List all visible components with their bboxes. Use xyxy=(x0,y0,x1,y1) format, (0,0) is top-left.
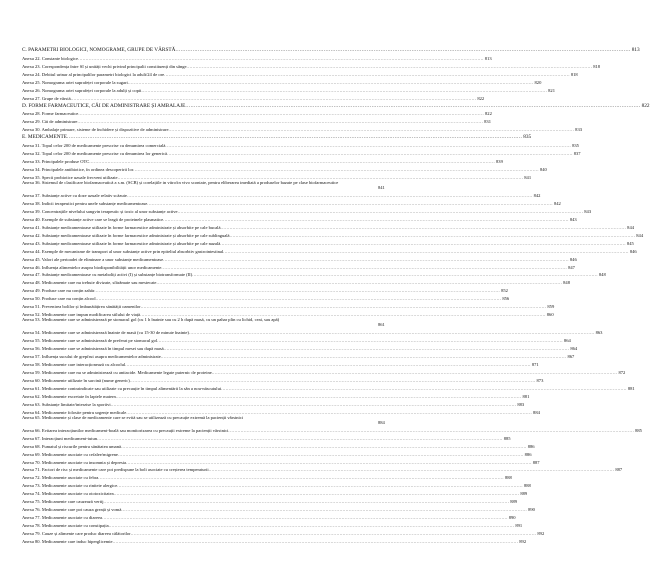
toc-entry-title: Anexa 62. Medicamente excretate în laptele matern xyxy=(22,393,116,399)
toc-entry xyxy=(22,116,491,125)
toc-entry-title: Anexa 37. Substanțe active cu doze uzuale relativ scăzute xyxy=(22,193,127,199)
toc-entry-title: Anexa 63. Substanțe limitate/interzise la sportivi xyxy=(22,401,111,407)
dot-leader xyxy=(131,531,537,536)
toc-entry xyxy=(22,480,531,489)
toc-entry xyxy=(22,190,541,199)
dot-leader xyxy=(157,338,563,343)
dot-leader xyxy=(221,386,627,391)
toc-page-number: 856 xyxy=(502,296,510,302)
toc-entry xyxy=(22,285,508,294)
toc-entry-title: Anexa 64. Medicamente folosite pentru urgențe medicale xyxy=(22,409,127,415)
dot-leader xyxy=(175,48,630,53)
toc-entry xyxy=(22,77,542,85)
toc-page-number: 885 xyxy=(503,435,511,441)
toc-page-number: 883 xyxy=(517,401,525,407)
toc-page-number: 835 xyxy=(572,143,579,149)
toc-entry xyxy=(22,246,637,254)
toc-entry-title: Anexa 39. Concentrațiile nivelului sangvin terapeutic și toxic al unor substanțe active xyxy=(22,208,178,214)
toc-page-number: 841 xyxy=(524,174,532,180)
dot-leader xyxy=(78,111,484,116)
dot-leader xyxy=(163,217,569,222)
toc-entry-title: Anexa 25. Nomograma ariei suprafeței corporale la sugari xyxy=(22,79,128,85)
toc-entry-title: Anexa 79. Cauze și alimente care produc diareea călătorilor xyxy=(22,530,131,536)
toc-page-number: 867 xyxy=(567,354,575,360)
toc-entry-title: Anexa 23. Corespondența între SI și unități vechi privind principalii constituenți din sânge xyxy=(22,63,187,69)
dot-leader xyxy=(223,249,629,254)
toc-page-number: 852 xyxy=(501,288,508,294)
toc-entry xyxy=(22,512,516,521)
toc-entry-title: Anexa 56. Medicamente care se administrează în timpul mesei sau după masă xyxy=(22,346,164,352)
toc-entry xyxy=(22,214,577,222)
toc-page-number: 884 xyxy=(533,409,540,415)
toc-page-number: 848 xyxy=(563,280,570,286)
dot-leader xyxy=(230,233,636,238)
dot-leader xyxy=(121,444,527,449)
dot-leader xyxy=(220,225,626,230)
toc-entry xyxy=(22,180,388,190)
toc-entry xyxy=(22,69,578,77)
toc-entry-title: Anexa 53. Medicamente care se administrează pe stomacul gol (cu 1 h înainte sau cu 2 h după masă, cu un pahar plin cu lichid, ceai, sau apă) xyxy=(22,317,280,323)
dot-leader xyxy=(97,436,503,441)
toc-entry-title: Anexa 65. Medicamente și clase de medicamente care se evită sau se utilizează cu precauție extremă la pacienții vârstnici xyxy=(22,414,244,420)
toc-entry-title: Anexa 76. Medicamente care pot cauza greață și vomă xyxy=(22,507,122,513)
toc-page-number: 831 xyxy=(484,119,491,125)
dot-leader xyxy=(187,64,593,69)
toc-entry-title: Anexa 71. Factori de risc și medicamente care pot predispune la boli asociate cu creșterea temperaturii xyxy=(22,467,209,473)
toc-entry xyxy=(22,254,577,262)
dot-leader xyxy=(117,483,523,488)
toc-entry xyxy=(22,238,634,246)
dot-leader xyxy=(130,378,536,383)
toc-page-number: 844 xyxy=(636,232,644,238)
toc-entry xyxy=(22,222,634,230)
toc-page-number: 818 xyxy=(593,63,601,69)
dot-leader xyxy=(185,104,640,109)
toc-page-number: 833 xyxy=(575,127,582,133)
dot-leader xyxy=(121,507,527,512)
toc-page-number: 845 xyxy=(626,240,634,246)
toc-entry xyxy=(22,367,626,375)
toc-page-number: 892 xyxy=(537,530,545,536)
toc-section-heading xyxy=(22,132,532,141)
dot-leader xyxy=(114,491,520,496)
dot-leader xyxy=(104,499,510,504)
toc-entry xyxy=(22,230,644,238)
toc-entry-title: Anexa 72. Medicamente asociate cu febra xyxy=(22,475,99,481)
toc-entry-title: Anexa 48. Medicamente care nu trebuie divizate, sfărâmate sau mestecate xyxy=(22,280,157,286)
toc-entry-title: Anexa 75. Medicamente care cauzează vertij xyxy=(22,499,104,505)
dot-leader xyxy=(164,346,570,351)
toc-entry xyxy=(22,407,540,415)
toc-entry xyxy=(22,293,510,302)
toc-page-number: 864 xyxy=(570,346,578,352)
toc-entry-title: E. MEDICAMENTE xyxy=(22,134,68,141)
dot-leader xyxy=(228,428,634,433)
toc-entry-title: Anexa 32. Topul celor 200 de medicamente prescrise cu denumirea lor generică xyxy=(22,151,168,157)
toc-entry-title: Anexa 47. Substanțe medicamentoase cu metaboliți activi (I) și substanțe biotransformate (II) xyxy=(22,272,193,278)
toc-page-number: 848 xyxy=(598,272,606,278)
toc-entry-title: Anexa 34. Principalele antibiotice, în ordinea descoperirii lor xyxy=(22,167,134,172)
toc-entry-title: Anexa 57. Influența sucului de grepfrut asupra medicamentelor administrate xyxy=(22,354,161,360)
dot-leader xyxy=(111,402,517,407)
dot-leader xyxy=(98,475,504,480)
toc-entry xyxy=(22,472,512,481)
dot-leader xyxy=(113,539,519,544)
toc-entry-title: Anexa 66. Evitarea interacțiunilor medicament-boală sau monitorizarea cu precauții extreme la pacienții vârstnici xyxy=(22,427,229,433)
toc-page-number: 843 xyxy=(584,208,592,214)
dot-leader xyxy=(71,96,477,101)
dot-leader xyxy=(118,452,524,457)
toc-entry xyxy=(22,156,503,165)
toc-page-number: 842 xyxy=(553,201,561,206)
toc-entry-title: Anexa 30. Ambalaje primare, sisteme de închidere și dispozitive de administrare xyxy=(22,127,169,133)
toc-entry xyxy=(22,359,539,367)
toc-entry xyxy=(22,277,570,286)
toc-page-number: 860 xyxy=(546,312,554,318)
dot-leader xyxy=(128,80,534,85)
dot-leader xyxy=(156,280,562,285)
toc-page-number: 873 xyxy=(536,377,544,383)
toc-page-number: 881 xyxy=(627,385,635,391)
toc-page-number: 846 xyxy=(629,248,637,254)
toc-page-number: 843 xyxy=(569,216,577,222)
toc-page-number: 842 xyxy=(533,193,541,199)
toc-page-number: 846 xyxy=(569,256,577,262)
toc-page-number: 822 xyxy=(641,102,650,109)
toc-entry xyxy=(22,198,561,206)
toc-page-number: 889 xyxy=(510,499,518,505)
toc-page-number: 837 xyxy=(573,151,581,157)
dot-leader xyxy=(67,135,522,140)
dot-leader xyxy=(167,151,573,156)
toc-page-number: 859 xyxy=(547,304,555,310)
toc-page-number: 892 xyxy=(519,538,527,544)
dot-leader xyxy=(212,370,618,375)
toc-entry xyxy=(22,262,575,270)
toc-entry-title: D. FORME FARMACEUTICE, CĂI DE ADMINISTRARE ȘI AMBALAJE xyxy=(22,102,186,109)
toc-entry-title: Anexa 50. Produse care nu conțin alcool xyxy=(22,296,96,302)
toc-page-number: 890 xyxy=(508,515,516,521)
toc-entry-title: Anexa 51. Prevenirea bolilor și îmbunătățirea sănătății oamenilor xyxy=(22,304,141,310)
toc-entry xyxy=(22,425,642,433)
toc-page-number: 888 xyxy=(523,483,531,489)
toc-entry-title: Anexa 49. Produse care nu conțin zahăr xyxy=(22,288,95,294)
toc-entry-title: Anexa 26. Nomograma ariei suprafeței corporale la adulți și copii xyxy=(22,87,142,93)
toc-entry-title: Anexa 73. Medicamente asociate cu riniteie alergice xyxy=(22,483,118,489)
toc-entry xyxy=(22,465,623,473)
dot-leader xyxy=(125,362,531,367)
toc-entry xyxy=(22,415,388,425)
toc-entry xyxy=(22,206,592,214)
toc-page-number: 887 xyxy=(615,467,623,473)
toc-page-number: 887 xyxy=(532,459,540,465)
toc-page-number: 840 xyxy=(539,167,547,172)
toc-entry-title: Anexa 40. Exemple de substanțe active care se leagă de proteinele plasmatice xyxy=(22,216,164,222)
toc-entry xyxy=(22,496,518,505)
toc-entry xyxy=(22,270,606,278)
toc-page-number: 861 xyxy=(378,322,385,328)
toc-section-heading xyxy=(22,101,650,109)
dot-leader xyxy=(209,467,615,472)
toc-entry xyxy=(22,327,603,336)
toc-entry-title: Anexa 59. Medicamente care nu se administrează cu antiacide. Medicamente legate puternic de proteine xyxy=(22,369,212,375)
toc-page-number: 813 xyxy=(631,46,640,53)
toc-entry-title: Anexa 29. Căi de administrare xyxy=(22,119,78,125)
toc-entry xyxy=(22,488,528,497)
toc-entry xyxy=(22,536,527,544)
toc-page-number: 818 xyxy=(570,71,578,77)
toc-entry-title: Anexa 43. Substanțe medicamentoase utilizate în forme farmaceutice administrate și absorbite pe cale nazală xyxy=(22,240,221,246)
toc-entry xyxy=(22,351,575,360)
dot-leader xyxy=(164,72,570,77)
toc-page-number: 886 xyxy=(524,451,532,457)
toc-entry-title: Anexa 60. Medicamente utilizate în sarcină (nume generic) xyxy=(22,377,130,383)
toc-page-number: 885 xyxy=(635,427,642,433)
toc-page-number: 886 xyxy=(527,443,535,449)
dot-leader xyxy=(141,304,547,309)
toc-entry-title: Anexa 28. Forme farmaceutice xyxy=(22,111,79,117)
toc-entry xyxy=(22,375,544,383)
toc-entry xyxy=(22,140,579,149)
toc-page-number: 822 xyxy=(477,95,485,101)
dot-leader xyxy=(141,88,547,93)
toc-entry xyxy=(22,61,601,69)
dot-leader xyxy=(109,523,515,528)
toc-page-number: 844 xyxy=(627,224,634,230)
toc-page-number: 871 xyxy=(531,362,539,367)
toc-entry-title: Anexa 69. Medicamente asociate cu cefalee/migrene xyxy=(22,451,118,457)
toc-entry-title: Anexa 45. Valori ale perioadei de eliminare a unor substanțe medicamentoase xyxy=(22,256,164,262)
toc-entry xyxy=(22,109,492,117)
toc-entry-title: Anexa 70. Medicamente asociate cu insomnia și depresia xyxy=(22,459,127,465)
dot-leader xyxy=(96,296,502,301)
toc-page-number: 822 xyxy=(485,111,492,117)
toc-entry-title: C. PARAMETRI BIOLOGICI, NOMOGRAME, GRUPE DE VÂRSTĂ xyxy=(22,46,176,53)
toc-entry xyxy=(22,528,545,536)
toc-section-heading xyxy=(22,45,640,53)
dot-leader xyxy=(126,460,532,465)
dot-leader xyxy=(168,127,574,132)
toc-entry-title: Anexa 58. Medicamente care interacționează cu alcoolul xyxy=(22,362,126,367)
toc-entry xyxy=(22,391,530,399)
toc-entry xyxy=(22,399,525,407)
toc-page-number: 835 xyxy=(523,134,532,141)
dot-leader xyxy=(147,201,553,206)
toc-entry xyxy=(22,93,485,101)
toc-page-number: 881 xyxy=(522,393,530,399)
toc-page-number: 847 xyxy=(568,264,575,270)
dot-leader xyxy=(102,515,508,520)
toc-entry xyxy=(22,520,523,528)
dot-leader xyxy=(161,354,567,359)
dot-leader xyxy=(189,330,595,335)
toc-page-number: 891 xyxy=(515,523,523,528)
toc-page-number: 821 xyxy=(548,87,555,93)
toc-entry-title: Anexa 74. Medicamente asociate cu ototoxicitatea xyxy=(22,491,114,497)
toc-entry-title: Anexa 68. Fumatul și riscurile pentru sănătatea umană xyxy=(22,443,121,449)
toc-entry-title: Anexa 22. Constante biologice xyxy=(22,55,79,61)
toc-page-number: 820 xyxy=(534,79,542,85)
toc-entry-title: Anexa 52. Medicamente care impun modificarea stilului de viață xyxy=(22,312,141,318)
toc-entry xyxy=(22,433,511,441)
toc-entry-title: Anexa 35. Specii probiotice uzuale frecvent utilizate xyxy=(22,174,118,180)
toc-entry-title: Anexa 46. Influența alimentelor asupra biodisponibilității unor medicamente xyxy=(22,264,162,270)
dot-leader xyxy=(89,159,495,164)
toc-entry-title: Anexa 31. Topul celor 200 de medicamente prescrise cu denumirea comercială xyxy=(22,143,166,149)
dot-leader xyxy=(77,119,483,124)
toc-entry-title: Anexa 67. Interacțiuni medicament-tutun xyxy=(22,435,97,441)
dot-leader xyxy=(127,193,533,198)
toc-page-number: 889 xyxy=(520,491,528,497)
toc-entry-title: Anexa 55. Medicamente care se administrează de preferat pe stomacul gol xyxy=(22,338,158,344)
toc-entry-title: Anexa 61. Medicamente contraindicate sau utilizate cu precauție în timpul alimentării la sân a nou-născutului xyxy=(22,385,222,391)
toc-entry xyxy=(22,504,535,513)
toc-page-number: 839 xyxy=(496,159,503,165)
dot-leader xyxy=(78,56,484,61)
toc-entry xyxy=(22,85,555,93)
toc-page-number: 872 xyxy=(618,369,626,375)
dot-leader xyxy=(133,167,539,172)
toc-entry xyxy=(22,124,582,133)
toc-entry-title: Anexa 36. Sistemul de clasificare biofarmaceutică a s.m. (SCB) și corelațiile in vitro/in vivo scontate, pentru eliberarea imediată a produselor bazate pe clase biofarmaceutice xyxy=(22,179,339,185)
toc-entry xyxy=(22,53,492,61)
toc-page-number: 864 xyxy=(563,338,571,344)
toc-entry xyxy=(22,317,388,327)
toc-entry-title: Anexa 38. Indicii terapeutici pentru unele substanțe medicamentoase xyxy=(22,201,148,206)
toc-entry-title: Anexa 27. Grupe de vârstă xyxy=(22,95,71,101)
dot-leader xyxy=(163,257,569,262)
toc-page-number: 813 xyxy=(484,55,492,61)
toc-entry xyxy=(22,449,532,457)
dot-leader xyxy=(220,241,626,246)
toc-page-number: 863 xyxy=(595,330,603,336)
toc-entry xyxy=(22,383,635,391)
toc-entry-title: Anexa 80. Medicamente care induc hiperglicemie xyxy=(22,538,113,544)
toc-entry xyxy=(22,164,547,172)
toc-entry-title: Anexa 33. Principalele produse OTC xyxy=(22,159,90,165)
toc-entry xyxy=(22,441,535,449)
dot-leader xyxy=(116,394,522,399)
toc-entry xyxy=(22,301,555,310)
toc-entry xyxy=(22,335,571,344)
toc-entry-title: Anexa 54. Medicamente care se administrează înainte de masă (cu 15-30 de minute înainte) xyxy=(22,330,189,336)
toc-entry xyxy=(22,309,554,318)
toc-page-number: 888 xyxy=(504,475,512,481)
toc-entry-title: Anexa 41. Substanțe medicamentoase utilizate în forme farmaceutice administrate și absorbite pe cale bucală xyxy=(22,224,221,230)
dot-leader xyxy=(165,143,571,148)
dot-leader xyxy=(178,209,584,214)
toc-entry-title: Anexa 78. Medicamente asociate cu constipația xyxy=(22,523,109,528)
table-of-contents xyxy=(22,45,650,544)
toc-entry xyxy=(22,172,532,180)
toc-page-number: 890 xyxy=(528,507,535,513)
toc-entry-title: Anexa 24. Debitul urinar al principalilor parametri biologici la adult/24 de ore xyxy=(22,71,165,77)
toc-entry xyxy=(22,148,581,157)
dot-leader xyxy=(94,288,500,293)
toc-entry-title: Anexa 44. Exemple de mecanisme de transport al unor substanțe active prin epiteliul absorbtiv gastrointestinal xyxy=(22,248,224,254)
dot-leader xyxy=(192,272,598,277)
dot-leader xyxy=(161,265,567,270)
toc-entry xyxy=(22,457,540,465)
toc-page-number: 884 xyxy=(378,419,385,425)
toc-entry-title: Anexa 77. Medicamente asociate cu diareea xyxy=(22,515,103,521)
toc-page-number: 841 xyxy=(378,185,385,191)
toc-entry-title: Anexa 42. Substanțe medicamentoase utilizate în forme farmaceutice administrate și absorbite pe cale sublinguală xyxy=(22,232,230,238)
toc-entry xyxy=(22,343,578,352)
